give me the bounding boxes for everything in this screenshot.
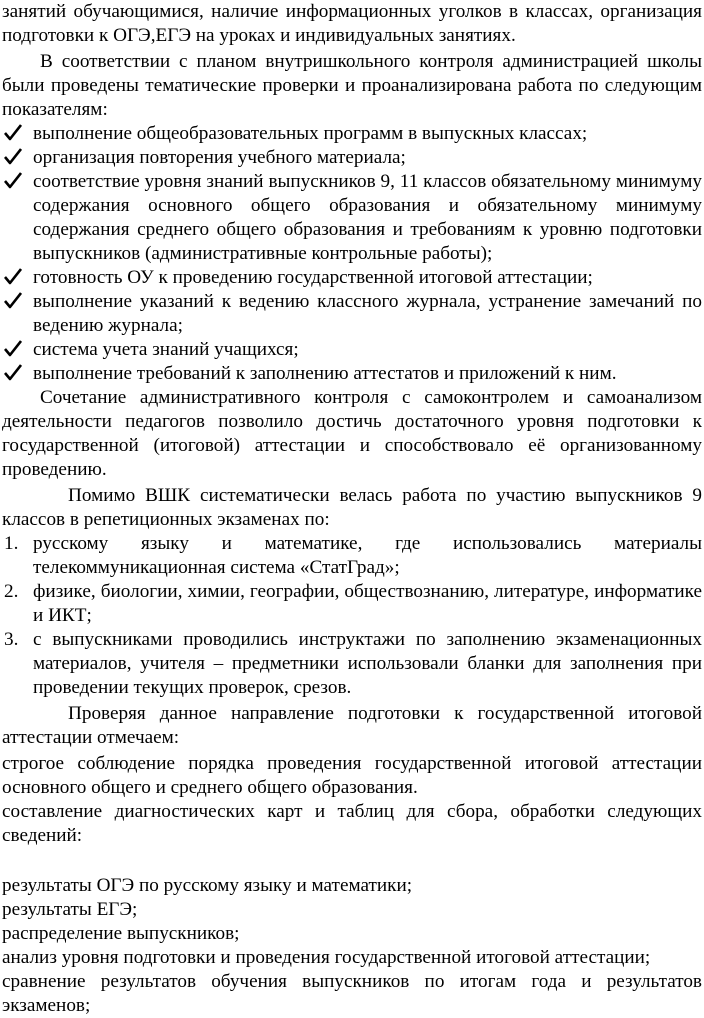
indicator-item: готовность ОУ к проведению государственной итоговой аттестации; — [0, 266, 704, 290]
exam-item-text: физике, биологии, химии, географии, обществознанию, литературе, информатике и ИКТ; — [33, 581, 702, 626]
vshk-paragraph: Помимо ВШК систематически велась работа по участию выпускников 9 классов в репетиционных экзаменах по: — [2, 485, 702, 530]
exam-item — [0, 628, 704, 700]
indicators-list — [0, 122, 704, 386]
info-item: результаты ОГЭ по русскому языку и математики; — [2, 875, 413, 896]
info-item: анализ уровня подготовки и проведения государственной итоговой аттестации; — [2, 947, 651, 968]
exam-item-number: 2. — [4, 581, 19, 602]
exam-item — [0, 532, 704, 580]
checking-paragraph: Проверяя данное направление подготовки к государственной итоговой аттестации отмечаем: — [2, 703, 702, 748]
exams-list — [0, 532, 704, 700]
control-paragraph: В соответствии с планом внутришкольного контроля администрацией школы были проведены тематические проверки и проанализирована работа по следующим показателям: — [2, 51, 702, 120]
exam-item-text: с выпускниками проводились инструктажи по заполнению экзаменационных материалов, учителя – предметники использовали бланки для заполнения при проведении текущих проверок, срезов. — [33, 629, 702, 698]
checkmark-icon — [4, 290, 26, 314]
indicator-item: выполнение общеобразовательных программ в выпускных классах; — [0, 122, 704, 146]
info-item: сравнение результатов обучения выпускников по итогам года и результатов экзаменов; — [2, 971, 702, 1016]
checkmark-icon — [4, 362, 26, 386]
indicator-item: выполнение указаний к ведению классного журнала, устранение замечаний по ведению журнала; — [0, 290, 704, 338]
strict-paragraph: строгое соблюдение порядка проведения государственной итоговой аттестации основного общего и среднего общего образования. — [2, 753, 702, 798]
checkmark-icon — [4, 170, 26, 194]
blank-line — [0, 848, 704, 872]
combination-paragraph: Сочетание административного контроля с самоконтролем и самоанализом деятельности педагогов позволило достичь достаточного уровня подготовки к государственной (итоговой) аттестации и способствовало её организованному проведению. — [2, 387, 702, 480]
indicator-item: система учета знаний учащихся; — [0, 338, 704, 362]
indicator-item: соответствие уровня знаний выпускников 9, 11 классов обязательному минимуму содержания основного общего образования и обязательному минимуму содержания среднего общего образования и требованиям к уровню подготовки выпускников (административные контрольные работы); — [0, 170, 704, 266]
compile-paragraph: составление диагностических карт и таблиц для сбора, обработки следующих сведений: — [2, 801, 702, 846]
checkmark-icon — [4, 266, 26, 290]
indicator-item: выполнение требований к заполнению аттестатов и приложений к ним. — [0, 362, 704, 386]
checkmark-icon — [4, 146, 26, 170]
checkmark-icon — [4, 338, 26, 362]
info-item: результаты ЕГЭ; — [2, 899, 138, 920]
exam-item-text: русскому языку и математике, где использовались материалы телекоммуникационная система «СтатГрад»; — [33, 533, 702, 578]
checkmark-icon — [4, 122, 26, 146]
indicator-item: организация повторения учебного материала; — [0, 146, 704, 170]
exam-item-number: 3. — [4, 629, 19, 650]
exam-item-number: 1. — [4, 533, 19, 554]
intro-paragraph: занятий обучающимися, наличие информационных уголков в классах, организация подготовки к ОГЭ,ЕГЭ на уроках и индивидуальных занятиях. — [2, 1, 702, 46]
exam-item — [0, 580, 704, 628]
info-item: распределение выпускников; — [2, 923, 240, 944]
